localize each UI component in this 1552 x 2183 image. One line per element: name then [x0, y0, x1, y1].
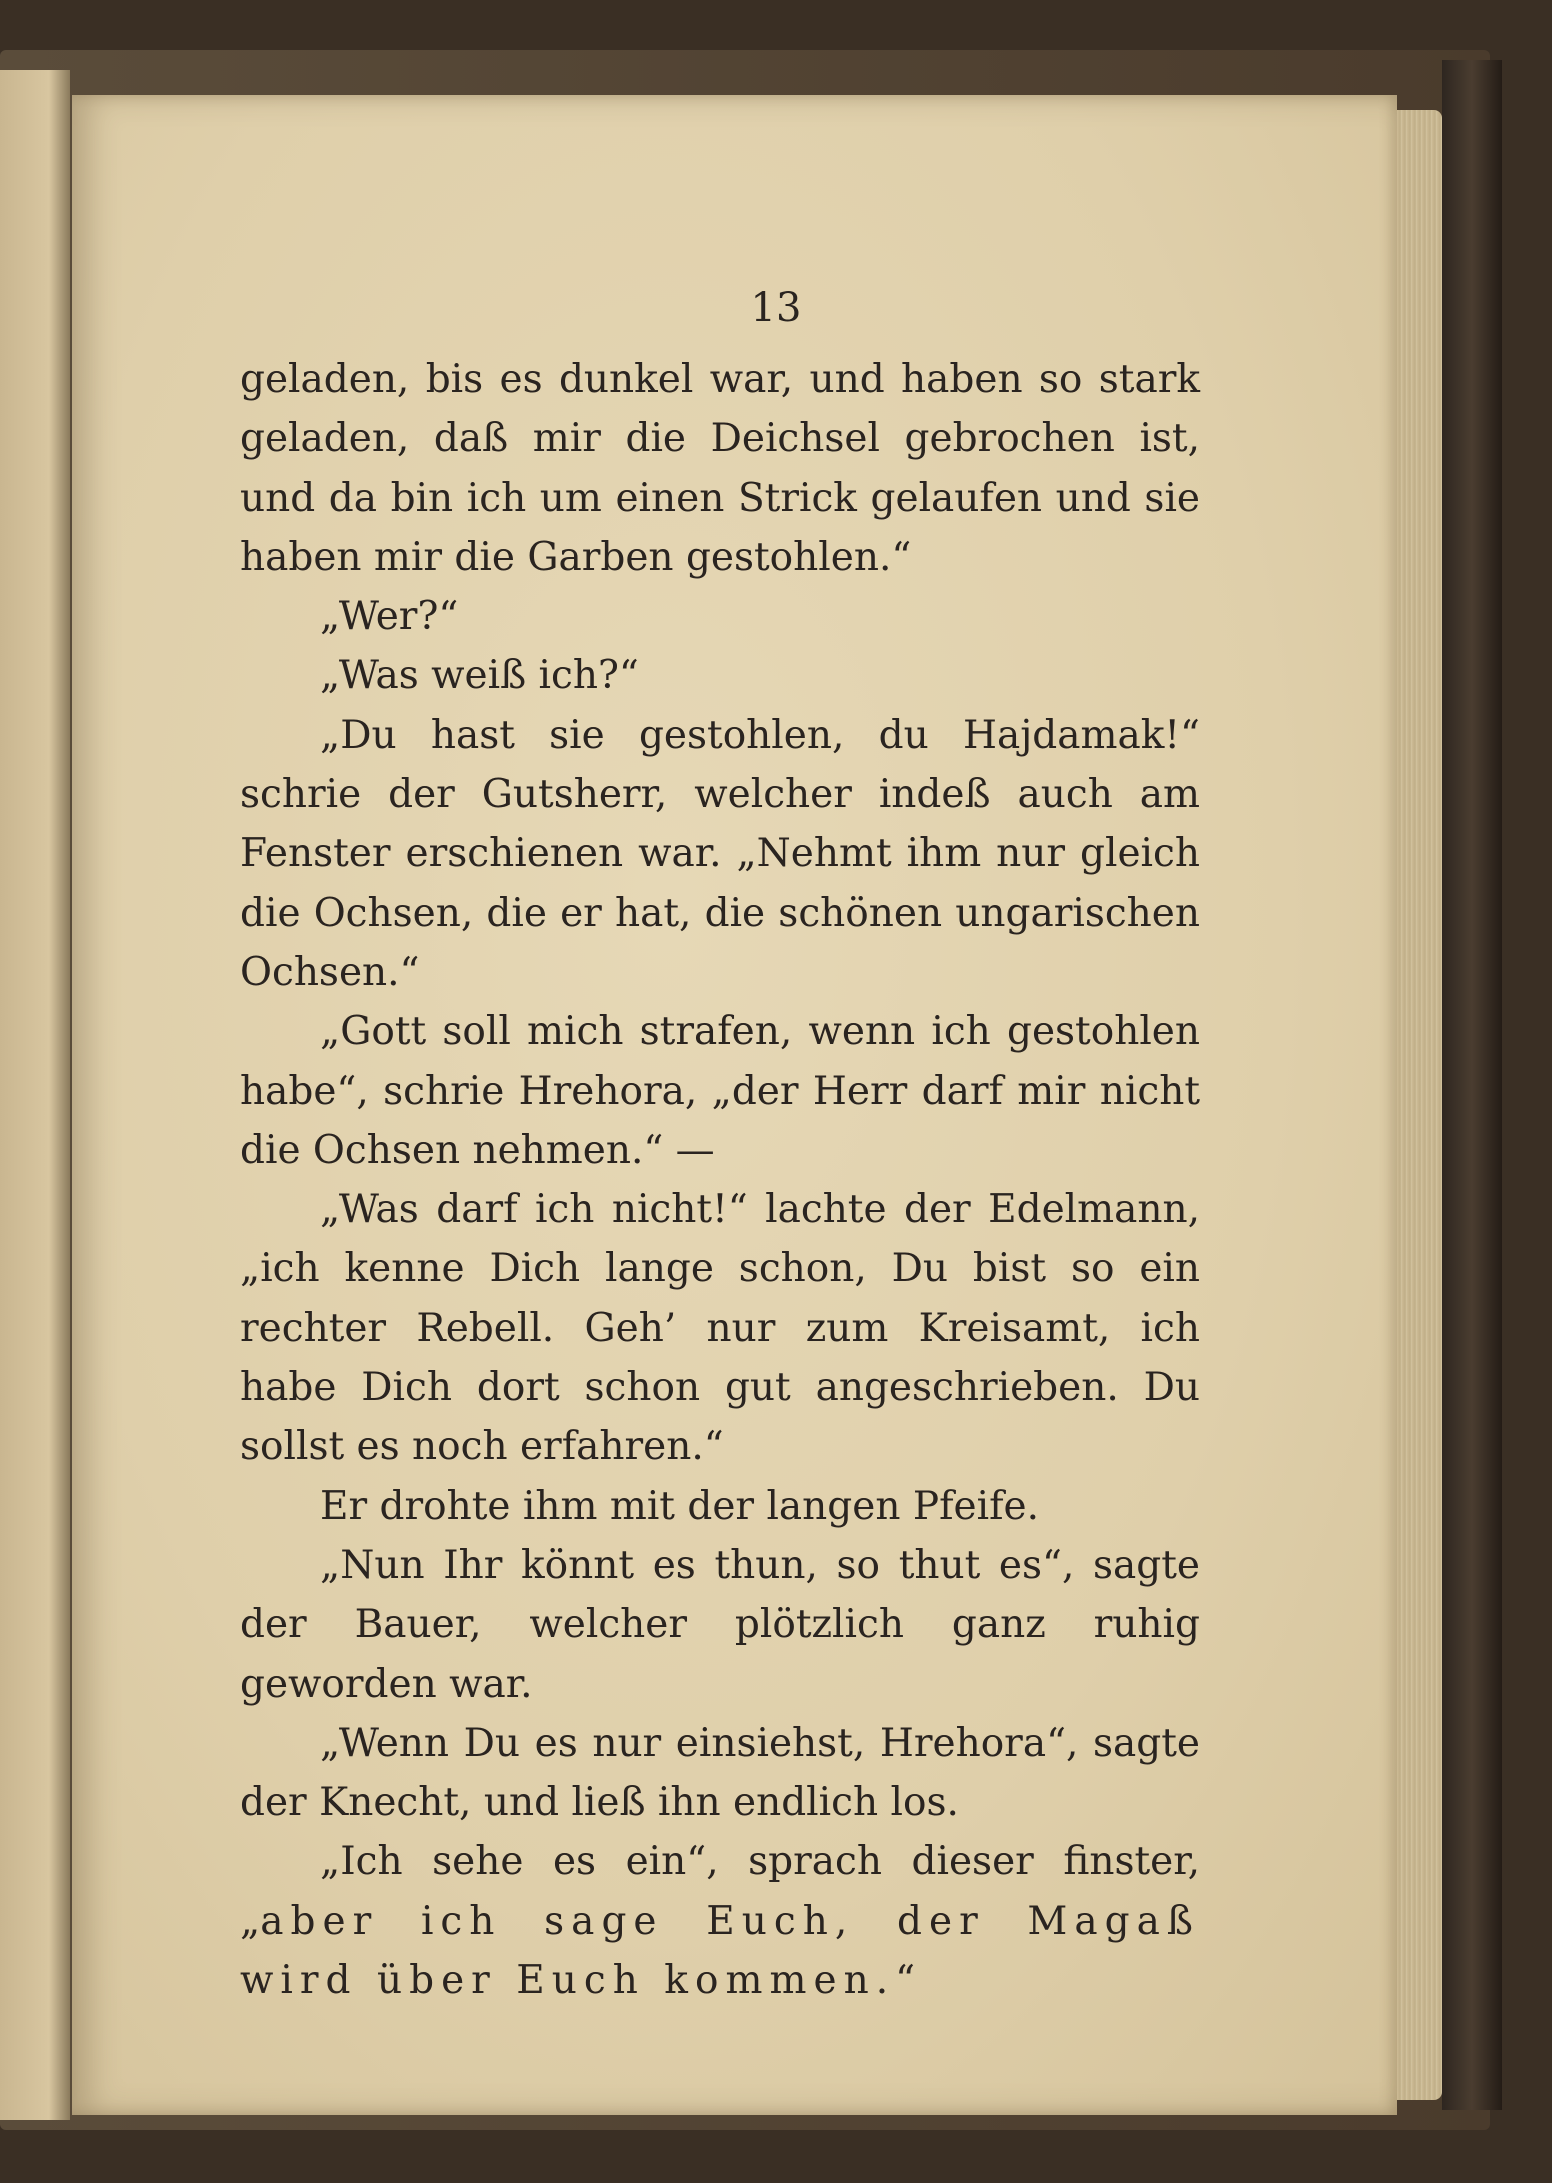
last-paragraph-start: „Ich sehe es ein“, sprach dieser finster, „ [240, 1839, 1200, 1944]
paragraph: „Was weiß ich?“ [320, 653, 639, 699]
body-text [240, 350, 1200, 2010]
paragraph-last [240, 1832, 1200, 2010]
paragraph: Er drohte ihm mit der langen Pfeife. [320, 1483, 1039, 1529]
last-paragraph-end: “ [895, 1958, 916, 2004]
book-spine [1442, 60, 1502, 2110]
page-number: 13 [750, 285, 802, 331]
paragraph: „Nun Ihr könnt es thun, so thut es“, sagte der Bauer, welcher plötzlich ganz ruhig geworden war. [240, 1542, 1200, 1707]
paragraph: „Gott soll mich strafen, wenn ich gestohlen habe“, schrie Hrehora, „der Herr darf mir nicht die Ochsen nehmen.“ — [240, 1009, 1200, 1173]
paragraph: geladen, bis es dunkel war, und haben so stark geladen, daß mir die Deichsel gebrochen ist, und da bin ich um einen Strick gelaufen und sie haben mir die Garben gestohlen.“ [240, 357, 1200, 580]
spaced-emphasis: aber ich sage Euch, der Magaß wird über Euch kommen. [240, 1898, 1200, 2004]
paragraph: „Du hast sie gestohlen, du Hajdamak!“ schrie der Gutsherr, welcher indeß auch am Fenster erschienen war. „Nehmt ihm nur gleich die Ochsen, die er hat, die schönen ungarischen Ochsen.“ [240, 712, 1200, 995]
page-edges [1397, 110, 1442, 2100]
paragraph: „Wer?“ [320, 594, 459, 640]
paragraph: „Wenn Du es nur einsiehst, Hrehora“, sagte der Knecht, und ließ ihn endlich los. [240, 1720, 1200, 1826]
paragraph: „Was darf ich nicht!“ lachte der Edelmann, „ich kenne Dich lange schon, Du bist so ein rechter Rebell. Geh’ nur zum Kreisamt, ich habe Dich dort schon gut angeschrieben. Du sollst es noch erfahren.“ [240, 1187, 1200, 1470]
left-page-edge [0, 70, 70, 2120]
